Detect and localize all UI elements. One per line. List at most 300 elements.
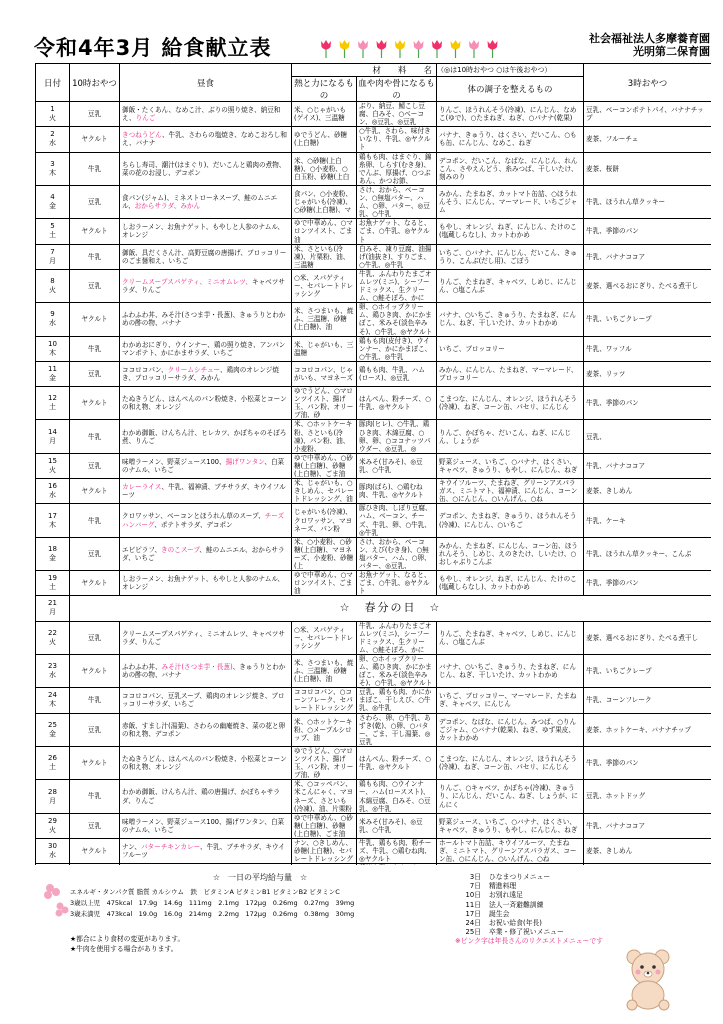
date-cell — [36, 864, 70, 865]
pm-snack-cell: 牛乳、季節のパン — [584, 746, 711, 779]
date-cell — [36, 504, 70, 537]
organization-name — [530, 32, 710, 58]
pm-snack-cell: 麦茶、桜餅 — [584, 152, 711, 185]
date-cell — [36, 746, 70, 779]
sub-header-body: 体の調子を整えるもの — [437, 77, 584, 102]
day-row — [36, 621, 712, 654]
date-number: 30 — [48, 842, 57, 851]
date-number: 9 — [50, 310, 55, 319]
day-row — [36, 864, 712, 865]
date-number: 8 — [50, 277, 55, 286]
body-ingredients-cell: みかん、たまねぎ、カットマト缶詰、○ほうれんそう、にんじん、マーマレード、いちごジャム — [437, 185, 584, 218]
event-date: 3日 — [469, 873, 481, 881]
blood-ingredients-cell: ぶり、納豆、鯖こし豆腐、白みそ、○ベーコン、◎豆乳、◎豆乳 — [357, 102, 437, 127]
lunch-text: 御飯、具だくさん汁、高野豆腐の唐揚げ、ブロッコリーのごま醤和え、いちご — [122, 248, 287, 265]
date-cell — [36, 713, 70, 746]
date-cell — [36, 838, 70, 863]
heat-ingredients-cell: ○米、スパゲティー、セパレートドレッシング — [292, 621, 357, 654]
day-row — [36, 336, 712, 361]
nutrition-header: エネルギ・タンパク質 脂質 カルシウム 鉄 ビタミンA ビタミンB1 ビタミンB2 ビタミンC — [70, 888, 340, 896]
snack-cell: 牛乳 — [70, 504, 120, 537]
heat-ingredients-cell: 米、さつまいも、焼ふ、三温糖、砂糖(上白糖)、油 — [292, 654, 357, 687]
blood-ingredients-cell — [357, 864, 437, 865]
blood-ingredients-cell: はんぺん、粉チーズ、○牛乳、◎ヤクルト — [357, 387, 437, 420]
page-title: 令和4年3月 給食献立表 — [34, 36, 272, 60]
blood-ingredients-cell: 米みそ(甘みそ)、◎豆乳、○牛乳 — [357, 813, 437, 838]
pm-snack-cell: 麦茶、選べるおにぎり、たべる煮干し — [584, 621, 711, 654]
heat-ingredients-cell: ○米、スパゲティー、セパレートドレッシング — [292, 269, 357, 302]
lunch-cell — [120, 453, 292, 478]
blood-ingredients-cell: 鶏もも肉、○ウインナー、ハム(ローススト)、木綿豆腐、白みそ、○豆乳、◎牛乳 — [357, 780, 437, 813]
weekday: 火 — [49, 114, 56, 123]
event-text: 誕生会 — [489, 909, 510, 918]
weekday: 木 — [49, 168, 56, 177]
weekday: 金 — [49, 202, 56, 211]
tulip-stem — [418, 49, 419, 58]
lunch-text: エビピラフ、 — [122, 545, 162, 554]
heat-ingredients-cell: 米、○小麦粉、○砂糖(上白糖)、マヨネーズ、小麦粉、砂糖(上 — [292, 537, 357, 570]
event-date: 24日 — [465, 919, 481, 928]
date-number: 12 — [48, 394, 57, 403]
pm-snack-cell: 豆乳、ベーコンポテトパイ、バナナチップ — [584, 102, 711, 127]
lunch-text: みそ汁(さつま芋・長葱) — [161, 663, 233, 671]
snack-cell — [70, 864, 120, 865]
event-text: 精進料理 — [489, 882, 517, 891]
date-cell — [36, 127, 70, 152]
heat-ingredients-cell: ゆで中華めん、○砂糖(上白糖)、砂糖(上白糖)、ごま油 — [292, 813, 357, 838]
pm-snack-cell: 麦茶、選べるおにぎり、たべる煮干し — [584, 269, 711, 302]
snack-cell: ヤクルト — [70, 219, 120, 244]
event-date: 10日 — [465, 891, 481, 900]
date-number: 10 — [48, 339, 57, 348]
lunch-cell — [120, 838, 292, 863]
body-ingredients-cell: みかん、にんじん、たまねぎ、マーマレード、ブロッコリー — [437, 361, 584, 386]
weekday: 水 — [49, 851, 56, 860]
pm-snack-cell: 牛乳、ほうれん草クッキー — [584, 185, 711, 218]
day-row — [36, 127, 712, 152]
sub-header-blood: 血や肉や骨になるもの — [357, 77, 437, 102]
pm-snack-cell: 麦茶、ホットケーキ、バナナチップ — [584, 713, 711, 746]
date-cell — [36, 269, 70, 302]
event-date: 17日 — [465, 909, 481, 918]
heat-ingredients-cell: ナン、○きしめん、砂糖(上白糖)、セパレートドレッシング — [292, 838, 357, 863]
tulip-stem — [344, 49, 345, 58]
tulip-stem — [492, 49, 493, 58]
date-cell — [36, 537, 70, 570]
heat-ingredients-cell: ゆで中華めん、○砂糖(上白糖)、砂糖(上白糖)、ごま油 — [292, 453, 357, 478]
date-number: 22 — [48, 628, 57, 637]
body-ingredients-cell: こまつな、にんじん、オレンジ、ほうれんそう(冷凍)、ねぎ、コーン缶、パセリ、にんじん — [437, 387, 584, 420]
daily-nutrition-title: ☆ 一日の平均給与量 ☆ — [212, 873, 308, 882]
body-ingredients-cell: いちご、○バナナ、にんじん、だいこん、きゅうり、こんぶ(だし用)、ごぼう — [437, 244, 584, 269]
heat-ingredients-cell: 米、○ホットケーキ粉、さといも(冷凍)、パン粉、油、小麦粉、 — [292, 420, 357, 453]
lunch-cell — [120, 269, 292, 302]
date-cell — [36, 185, 70, 218]
body-ingredients-cell: デコポン、たまねぎ、きゅうり、ほうれんそう(冷凍)、にんじん、○いちご — [437, 504, 584, 537]
body-ingredients-cell: りんご、かぼちゃ、だいこん、ねぎ、にんじん、しょうが — [437, 420, 584, 453]
date-cell — [36, 571, 70, 596]
weekday: 火 — [49, 286, 56, 295]
ingredients-title: 材 料 名 — [292, 64, 437, 77]
pm-snack-cell: 牛乳、いちごクレープ — [584, 303, 711, 336]
date-cell — [36, 654, 70, 687]
tulip-stem — [436, 49, 437, 58]
body-ingredients-cell: いちご、ブロッコリー、マーマレード、たまねぎ、キャベツ、にんじん — [437, 688, 584, 713]
lunch-text: わかめ御飯、けんちん汁、鶏の唐揚げ、かぼちゃサラダ、りんご — [122, 788, 280, 805]
event-item — [455, 910, 603, 919]
pm-snack-cell: 牛乳、季節のパン — [584, 571, 711, 596]
date-number: 4 — [50, 193, 55, 202]
blood-ingredients-cell: ○牛乳、さわら、味付きいなり、牛乳、◎ヤクルト — [357, 127, 437, 152]
lunch-text: 、牛乳、福神漬、ブチサラダ、キウイフルーツ — [122, 483, 286, 500]
lunch-text: クリームシチュー — [167, 365, 220, 374]
weekday: 木 — [49, 700, 56, 709]
footnote: ★牛肉を使用する場合があります。 — [70, 945, 178, 953]
day-row — [36, 654, 712, 687]
lunch-cell — [120, 688, 292, 713]
date-cell — [36, 596, 70, 621]
date-cell — [36, 780, 70, 813]
day-row — [36, 688, 712, 713]
blood-ingredients-cell: 米みそ(甘みそ)、◎豆乳、○牛乳 — [357, 453, 437, 478]
body-ingredients-cell: デコポン、なばな、にんじん、みつば、○りんごジャム、○バナナ(乾果)、ねぎ、ゆず果皮、カットわかめ — [437, 713, 584, 746]
lunch-text: 食パン(ジャム)、ミネストローネスープ、鮭のムニエル、 — [122, 194, 278, 211]
lunch-text: ココロコパン、 — [122, 365, 168, 374]
heat-ingredients-cell: 米、○コッペパン、米こんにゃく、マヨネーズ、さといも(冷凍)、油、片栗粉 — [292, 780, 357, 813]
tulip-stem — [381, 49, 382, 58]
tulip-stem — [455, 49, 456, 58]
lunch-cell — [120, 780, 292, 813]
body-ingredients-cell: バナナ、きゅうり、はくさい、だいこん、○もも缶、にんじん、なめこ、ねぎ — [437, 127, 584, 152]
tulip-head — [340, 40, 350, 50]
body-ingredients-cell: りんご、たまねぎ、キャベツ、しめじ、にんじん、○塩こんぶ — [437, 269, 584, 302]
weekday: 金 — [49, 729, 56, 738]
body-ingredients-cell: 野菜ジュース、いちご、○バナナ、はくさい、キャベツ、きゅうり、もやし、にんじん、ねぎ — [437, 453, 584, 478]
lunch-text: 揚げワンタン — [225, 457, 265, 466]
date-number: 29 — [48, 816, 57, 825]
body-ingredients-cell: もやし、オレンジ、ねぎ、にんじん、たけのこ(塩蔵しらなし)、カットわかめ — [437, 219, 584, 244]
tulip-head — [488, 40, 498, 50]
event-text: お祝い給食(年長) — [489, 919, 542, 928]
date-number: 25 — [48, 720, 57, 729]
tulip-head — [395, 40, 405, 50]
lunch-cell — [120, 621, 292, 654]
weekday: 水 — [49, 491, 56, 500]
weekday: 月 — [49, 796, 56, 805]
date-cell — [36, 336, 70, 361]
sub-header-heat: 熱と力になるもの — [292, 77, 357, 102]
lunch-text: チーズハンバーグ — [122, 512, 285, 529]
day-row — [36, 813, 712, 838]
weekday: 水 — [49, 139, 56, 148]
date-cell — [36, 361, 70, 386]
menu-body — [36, 102, 712, 866]
snack-cell: ヤクルト — [70, 127, 120, 152]
tulip-decoration — [318, 37, 508, 59]
snack-cell: 牛乳 — [70, 688, 120, 713]
body-ingredients-cell: みかん、たまねぎ、にんじん、コーン缶、ほうれんそう、しめじ、えのきたけ、しいたけ、○おしゃぶりこんぶ — [437, 537, 584, 570]
date-number: 7 — [50, 247, 55, 256]
event-text: お別れ遠足 — [489, 891, 523, 900]
col-header-snack: 10時おやつ — [70, 64, 120, 102]
snack-cell: 豆乳 — [70, 102, 120, 127]
blood-ingredients-cell: さわら、卵、○牛乳、あずき(乾)、○卵、○バター、ごま、干し湯葉、◎豆乳 — [357, 713, 437, 746]
date-cell — [36, 102, 70, 127]
lunch-text: 納豆和え、 — [122, 106, 281, 123]
nutrition-row-over3: 3歳以上児 475kcal 17.9g 14.6g 111mg 2.1mg 172μg 0.26mg 0.27mg 39mg — [70, 899, 355, 907]
date-cell — [36, 621, 70, 654]
date-cell — [36, 688, 70, 713]
lunch-cell — [120, 713, 292, 746]
date-cell — [36, 244, 70, 269]
lunch-text: クリームスープスパゲティ、ミニオムレツ、キャベツサラダ、りんご — [122, 629, 285, 646]
snack-cell: ヤクルト — [70, 387, 120, 420]
heat-ingredients-cell: 米、○じゃがいも(ゲイス)、三温糖 — [292, 102, 357, 127]
body-ingredients-cell: こまつな、にんじん、オレンジ、ほうれんそう(冷凍)、ねぎ、コーン缶、パセリ、にんじん — [437, 746, 584, 779]
tulip-head — [321, 40, 331, 50]
date-number: 17 — [48, 511, 57, 520]
day-row — [36, 361, 712, 386]
pm-snack-cell: 麦茶、フルーチェ — [584, 127, 711, 152]
lunch-text: きのこスープ — [161, 545, 200, 554]
day-row — [36, 453, 712, 478]
event-item — [455, 919, 603, 928]
lunch-text: たぬきうどん、はんぺんのパン粉焼き、小松菜とコーンの和え物、オレンジ — [122, 755, 287, 772]
body-ingredients-cell: バナナ、○いちご、きゅうり、たまねぎ、にんじん、ねぎ、干しいたけ、カットわかめ — [437, 303, 584, 336]
snack-cell: 豆乳 — [70, 621, 120, 654]
tulip-stem — [362, 49, 363, 58]
heat-ingredients-cell: 食パン、○小麦粉、じゃがいも(冷凍)、○砂糖(上白糖)、マ — [292, 185, 357, 218]
day-row — [36, 219, 712, 244]
snack-cell: 豆乳 — [70, 537, 120, 570]
snack-cell: ヤクルト — [70, 654, 120, 687]
date-number: 19 — [48, 574, 57, 583]
heat-ingredients-cell: ココロコパン、じゃがいも、マヨネーズ — [292, 361, 357, 386]
weekday: 水 — [49, 319, 56, 328]
lunch-text: ココロコパン、豆乳スープ、鶏肉のオレンジ焼き、ブロッコリーサラダ、いちご — [122, 692, 285, 709]
lunch-cell — [120, 127, 292, 152]
lunch-cell — [120, 303, 292, 336]
weekday: 土 — [49, 583, 56, 592]
body-ingredients-cell: 野菜ジュース、いちご、○バナナ、はくさい、キャベツ、きゅうり、もやし、にんじん、ねぎ — [437, 813, 584, 838]
footnotes — [70, 934, 184, 954]
blood-ingredients-cell: 卵、○ホイップクリーム、鶏ひき肉、かにかまぼこ、米みそ(淡色辛みそ)、○牛乳、◎ヤクルト — [357, 303, 437, 336]
date-number: 21 — [48, 599, 57, 608]
event-item — [455, 901, 603, 910]
pm-snack-cell: 豆乳、ホットドッグ — [584, 780, 711, 813]
date-number: 11 — [48, 364, 57, 373]
day-row — [36, 152, 712, 185]
weekday: 土 — [49, 403, 56, 412]
lunch-cell — [120, 479, 292, 504]
blood-ingredients-cell: 白みそ、凍り豆腐、油揚げ(油抜き)、すりごま、○牛乳、◎牛乳 — [357, 244, 437, 269]
blood-ingredients-cell: お魚ナゲット、なると、ごま、○牛乳、◎ヤクルト — [357, 571, 437, 596]
menu-table — [35, 63, 711, 865]
blood-ingredients-cell: 豚ひき肉、しぼり豆腐、ハム、ベーコン、チーズ、牛乳、卵、○牛乳、◎牛乳 — [357, 504, 437, 537]
lunch-text: ちらし寿司、潮汁(はまぐり)、だいこんと鶏肉の煮物、菜の花のお浸し、デコポン — [122, 160, 286, 177]
lunch-text: バターチキンカレー — [140, 843, 200, 852]
footnote: ★都合により食材の変更があります。 — [70, 935, 185, 943]
snack-cell: 豆乳 — [70, 713, 120, 746]
heat-ingredients-cell: ゆでうどん、砂糖(上白糖) — [292, 127, 357, 152]
snack-cell: ヤクルト — [70, 838, 120, 863]
snack-cell: 豆乳 — [70, 453, 120, 478]
blood-ingredients-cell: 鶏もも肉、牛乳、ハム(ロース)、◎豆乳 — [357, 361, 437, 386]
weekday: 土 — [49, 231, 56, 240]
lunch-cell — [120, 185, 292, 218]
date-number: 23 — [48, 662, 57, 671]
pm-snack-cell: 豆乳、 — [584, 420, 711, 453]
date-cell — [36, 152, 70, 185]
event-item — [455, 882, 603, 891]
snack-cell: 牛乳 — [70, 420, 120, 453]
blood-ingredients-cell: 豆乳、鶏もも肉、かにかまぼこ、干しえび、○牛乳、◎牛乳 — [357, 688, 437, 713]
pm-snack-cell: 牛乳、ワッフル — [584, 336, 711, 361]
date-cell — [36, 420, 70, 453]
bear-illustration-icon — [618, 945, 678, 1011]
heat-ingredients-cell: ゆでうどん、○マロンツイスト、揚げ玉、パン粉、オリーブ油、砂 — [292, 746, 357, 779]
lunch-cell — [120, 336, 292, 361]
day-row — [36, 387, 712, 420]
lunch-text: 、きゅうりとわかめの酢の物、バナナ — [122, 663, 286, 680]
tulip-head — [377, 40, 387, 50]
event-text: 法人一斉避難訓練 — [489, 900, 544, 909]
blood-ingredients-cell: 卵、○ホイップクリーム、鶏ひき肉、かにかまぼこ、米みそ(淡色辛みそ)、○牛乳、◎ヤクルト — [357, 654, 437, 687]
lunch-text: りんご — [135, 114, 156, 123]
heat-ingredients-cell: 米、じゃがいも、○きしめん、セパレートドレッシング、油 — [292, 479, 357, 504]
date-number: 16 — [48, 482, 57, 491]
lunch-text: 、牛乳、さわらの塩焼き、なめこおろし和え、バナナ — [122, 131, 287, 148]
tulip-stem — [473, 49, 474, 58]
pm-snack-cell: 麦茶、きしめん — [584, 838, 711, 863]
pm-snack-cell: 牛乳、季節のパン — [584, 219, 711, 244]
heat-ingredients-cell: 米、さつまいも、焼ふ、三温糖、砂糖(上白糖)、油 — [292, 303, 357, 336]
weekday: 月 — [49, 436, 56, 445]
pm-snack-cell: 麦茶、きしめん — [584, 479, 711, 504]
weekday: 月 — [49, 608, 56, 617]
date-number: 2 — [50, 130, 55, 139]
tulip-head — [432, 40, 442, 50]
lunch-text: ふわふわ丼、みそ汁(さつま芋・長葱)、きゅうりとわかめの酢の物、バナナ — [122, 311, 286, 328]
date-number: 14 — [48, 427, 57, 436]
col-header-pm-snack: 3時おやつ — [584, 64, 711, 102]
heat-ingredients-cell: 米、じゃがいも、三温糖 — [292, 336, 357, 361]
date-cell — [36, 813, 70, 838]
event-list — [455, 873, 603, 947]
lunch-cell — [120, 219, 292, 244]
tulip-head — [451, 40, 461, 50]
lunch-text: わかめおにぎり、ウインナー、鶏の照り焼き、アンパンマンポテト、かにかまサラダ、いちご — [122, 340, 286, 357]
page-header — [0, 0, 723, 62]
blood-ingredients-cell: 鶏もも肉(皮付き)、ウインナー、かにかまぼこ、○牛乳、◎牛乳 — [357, 336, 437, 361]
ingredients-note: （◎は10時おやつ ○は午後おやつ） — [437, 64, 584, 77]
lunch-text: 、牛乳、ブチサラダ、キウイフルーツ — [122, 843, 286, 860]
heat-ingredients-cell: ゆでうどん、○マロンツイスト、揚げ玉、パン粉、オリーブ油、砂 — [292, 387, 357, 420]
snack-cell: ヤクルト — [70, 479, 120, 504]
lunch-text: 味噌ラーメン、野菜ジュース100、 — [122, 457, 226, 466]
date-number: 26 — [48, 754, 57, 763]
org-line-2: 光明第二保育園 — [633, 45, 710, 58]
lunch-cell — [120, 387, 292, 420]
lunch-text: 、白菜のナムル、いちご — [122, 457, 285, 474]
body-ingredients-cell: りんご、ほうれんそう(冷凍)、にんじん、なめこ(ゆで)、○たまねぎ、ねぎ、○パナナ(乾果) — [437, 102, 584, 127]
body-ingredients-cell: デコポン、だいこん、なばな、にんじん、れんこん、さやえんどう、糸みつば、干しいたけ、刻みのり — [437, 152, 584, 185]
snack-cell: ヤクルト — [70, 571, 120, 596]
lunch-cell — [120, 361, 292, 386]
lunch-text: クリームスープスパゲティ、ミニオムレツ、 — [122, 277, 252, 286]
heat-ingredients-cell: 米、○砂糖(上白糖)、○小麦粉、○白玉粉、砂糖(上白 — [292, 152, 357, 185]
date-cell — [36, 219, 70, 244]
day-row — [36, 479, 712, 504]
lunch-text: しおラーメン、お魚ナゲット、もやしと人参のナムル、オレンジ — [122, 223, 285, 240]
weekday: 金 — [49, 373, 56, 382]
event-date: 11日 — [465, 900, 481, 909]
date-number: 28 — [48, 787, 57, 796]
pm-snack-cell: 牛乳、コーンフレーク — [584, 688, 711, 713]
lunch-cell — [120, 813, 292, 838]
lunch-text: しおラーメン、お魚ナゲット、もやしと人参のナムル、オレンジ — [122, 575, 285, 592]
lunch-cell — [120, 504, 292, 537]
body-ingredients-cell: もやし、オレンジ、ねぎ、にんじん、たけのこ(塩蔵しらなし)、カットわかめ — [437, 571, 584, 596]
lunch-text: 、鶏肉のオレンジ焼き、ブロッコリーサラダ、みかん — [122, 365, 279, 382]
heat-ingredients-cell — [292, 864, 357, 865]
lunch-text: キャベツサラダ、りんご — [122, 277, 285, 295]
day-row — [36, 571, 712, 596]
tulip-head — [414, 40, 424, 50]
snack-cell: 豆乳 — [70, 813, 120, 838]
pm-snack-cell: 牛乳、いちごクレープ — [584, 654, 711, 687]
day-row — [36, 713, 712, 746]
lunch-cell — [120, 746, 292, 779]
snack-cell: 牛乳 — [70, 780, 120, 813]
tulip-stem — [399, 49, 400, 58]
event-text: 卒業・修了祝いメニュー — [489, 928, 564, 937]
heat-ingredients-cell: ココロコパン、○コーンフレーク、セパレートドレッシング — [292, 688, 357, 713]
blood-ingredients-cell: さけ、おから、ベーコン、えび(むき身)、○無塩バター、ハム、○卵、バター、◎豆乳、 — [357, 537, 437, 570]
lunch-text: 、ポテトサラダ、デコポン — [154, 520, 233, 529]
blood-ingredients-cell: 牛乳、ふんわりたまごオムレツ(ミニ)、シーフードミックス、生クリーム、○鮭そぼろ、かに — [357, 621, 437, 654]
lunch-cell — [120, 571, 292, 596]
date-cell — [36, 387, 70, 420]
heat-ingredients-cell: ゆで中華めん、○マロンツイスト、ごま油 — [292, 571, 357, 596]
blood-ingredients-cell: 豚肉(ばら)、○鶏むね肉、牛乳、◎ヤクルト — [357, 479, 437, 504]
blood-ingredients-cell: さけ、おから、ベーコン、○無塩バター、ハム、○卵、バター、◎豆乳、○牛乳 — [357, 185, 437, 218]
event-item — [455, 891, 603, 900]
holiday-label: ☆ 春分の日 ☆ — [70, 596, 712, 621]
lunch-text: 、鮭のムニエル、おからサラダ、いちご — [122, 545, 285, 562]
weekday: 火 — [49, 465, 56, 474]
pm-snack-cell: 牛乳、バナナココア — [584, 813, 711, 838]
heat-ingredients-cell: 米、○ホットケーキ粉、○メープルシロップ、油 — [292, 713, 357, 746]
sakura-decoration-icon — [40, 880, 70, 920]
pm-snack-cell: 牛乳、ケーキ — [584, 504, 711, 537]
weekday: 土 — [49, 763, 56, 772]
daily-nutrition — [70, 872, 450, 920]
body-ingredients-cell: キウイフルーツ、たまねぎ、グリーンアスパラガス、ミニトマト、福神漬、にんじん、コーン缶、○にんじん、○いんげん、○ね — [437, 479, 584, 504]
lunch-text: わかめ御飯、けんちん汁、ヒレカツ、かぼちゃのそぼろ煮、りんご — [122, 428, 287, 445]
blood-ingredients-cell: 鶏もも肉、はまぐり、錦糸卵、しらす(むき身)、でんぶ、厚揚げ、○つぶあん、かつお節、 — [357, 152, 437, 185]
lunch-text: おからサラダ、みかん — [134, 202, 201, 211]
date-number: 5 — [50, 222, 55, 231]
menu-table-wrap — [35, 63, 711, 865]
col-header-lunch: 昼食 — [120, 64, 292, 102]
day-row — [36, 420, 712, 453]
date-number: 1 — [50, 105, 55, 114]
day-row — [36, 185, 712, 218]
lunch-cell — [120, 654, 292, 687]
blood-ingredients-cell: はんぺん、粉チーズ、○牛乳、◎ヤクルト — [357, 746, 437, 779]
pm-snack-cell: 牛乳、バナナココア — [584, 453, 711, 478]
